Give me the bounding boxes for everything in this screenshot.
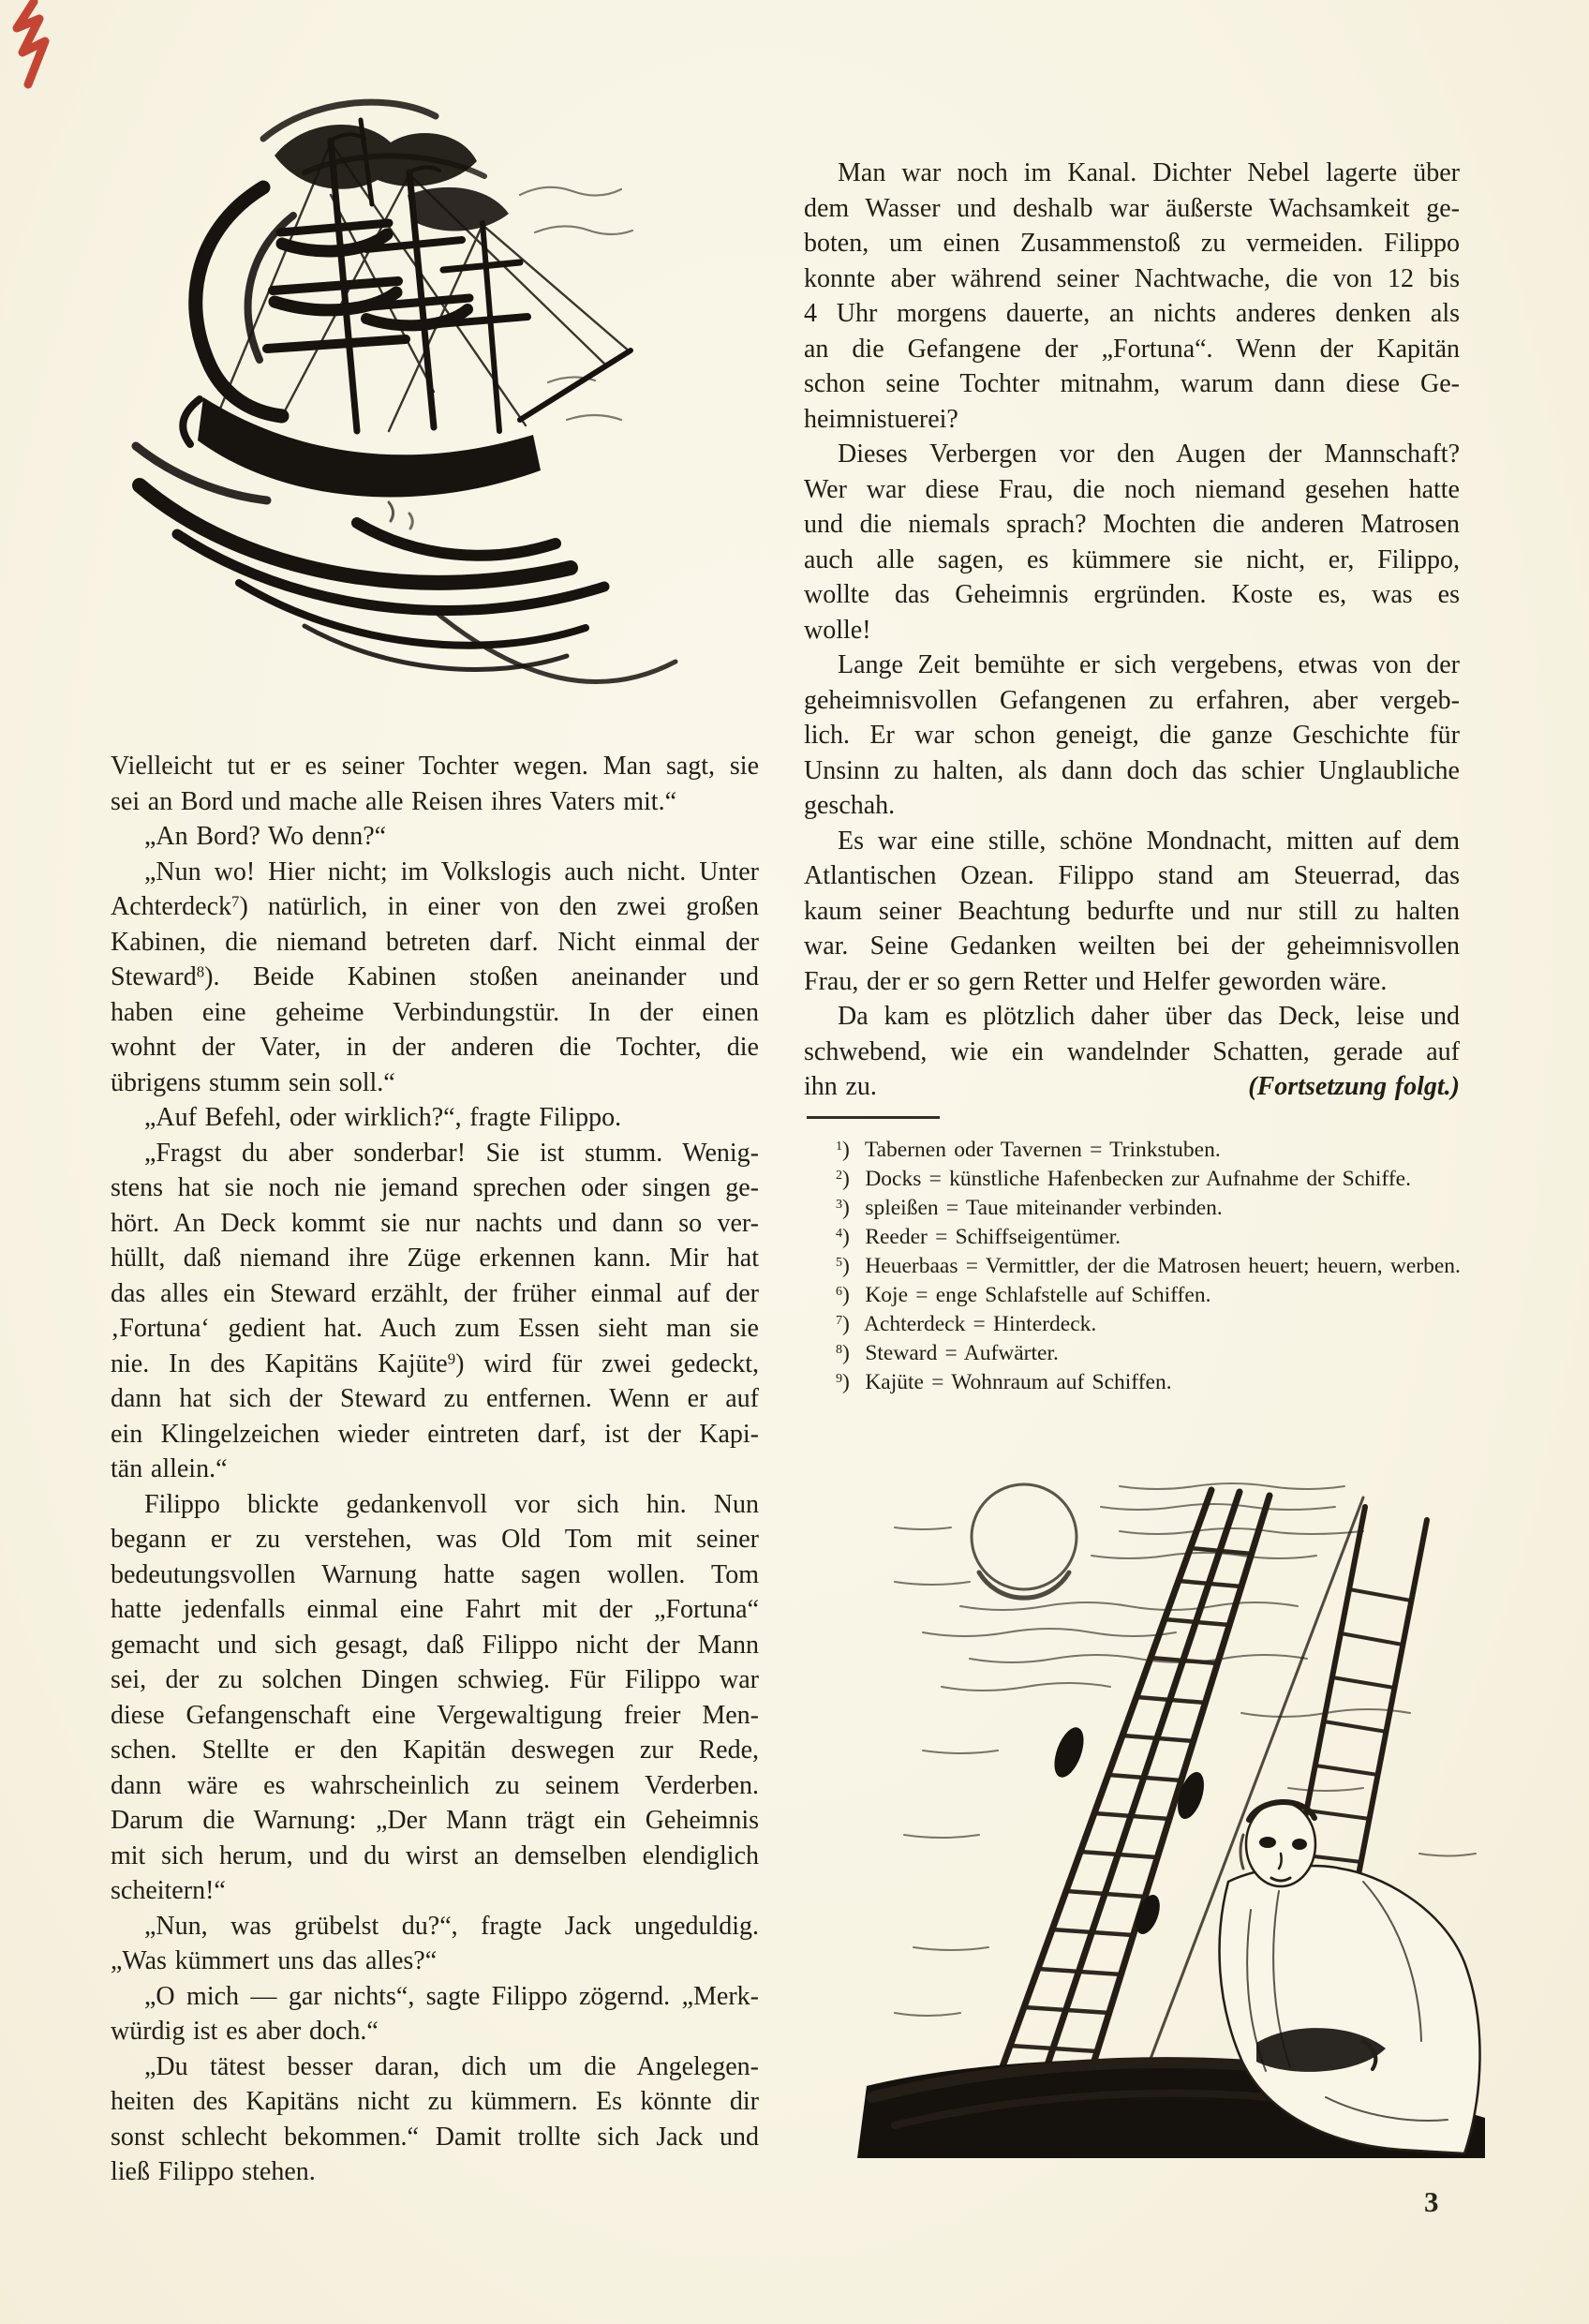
paragraph xyxy=(804,437,1460,648)
page-number: 3 xyxy=(1424,2185,1439,2218)
footnote: $^7$) Achterdeck = Hinterdeck. xyxy=(836,1312,1097,1336)
paragraph xyxy=(804,999,1460,1105)
text-line: heiten des Kapitäns nicht zu kümmern. Es könnte dir xyxy=(111,2087,759,2116)
paragraph xyxy=(111,1136,759,1487)
text-line: hört. An Deck kommt sie nur nachts und dann so ver- xyxy=(111,1208,759,1238)
text-line: Wer war diese Frau, die noch niemand gesehen hatte xyxy=(804,474,1460,504)
text-line: sonst schlecht bekommen.“ Damit trollte sich Jack und xyxy=(111,2122,759,2152)
text-line: Dieses Verbergen vor den Augen der Mannschaft? xyxy=(838,439,1460,469)
text-line: schwebend, wie ein wandelnder Schatten, gerade auf xyxy=(804,1036,1460,1066)
footnote: $^2$) Docks = künstliche Hafenbecken zur Aufnahme der Schiffe. xyxy=(836,1167,1411,1191)
text-line: mit sich herum, und du wirst an demselben elendiglich xyxy=(111,1840,759,1870)
text-line: Atlantischen Ozean. Filippo stand am Steuerrad, das xyxy=(804,861,1460,890)
text-line: tän allein.“ xyxy=(111,1454,228,1483)
left-column xyxy=(111,749,759,2190)
text-line: an die Gefangene der „Fortuna“. Wenn der Kapitän xyxy=(804,334,1460,364)
text-line: und die niemals sprach? Mochten die anderen Matrosen xyxy=(804,510,1460,539)
text-line: kaum seiner Beachtung bedurfte und nur still zu halten xyxy=(804,896,1460,926)
footnote: $^9$) Kajüte = Wohnraum auf Schiffen. xyxy=(836,1370,1172,1394)
text-line: wollte das Geheimnis ergründen. Koste es, was es xyxy=(804,580,1460,609)
paragraph xyxy=(111,1909,759,1979)
text-line: wohnt der Vater, in der anderen die Tochter, die xyxy=(111,1033,759,1062)
red-crayon-mark xyxy=(6,0,71,94)
text-line: Steward$^8$). Beide Kabinen stoßen aneinander und xyxy=(111,962,759,991)
text-line: begann er zu verstehen, was Old Tom mit seiner xyxy=(111,1525,759,1554)
ship-drawing xyxy=(80,82,726,738)
text-line: übrigens stumm sein soll.“ xyxy=(111,1067,395,1097)
footnote: $^1$) Tabernen oder Tavernen = Trinkstuben. xyxy=(836,1138,1221,1162)
text-line: ‚Fortuna‘ gedient hat. Auch zum Essen sieht man sie xyxy=(111,1314,759,1343)
right-column xyxy=(804,156,1460,1105)
paragraph xyxy=(804,648,1460,824)
text-line: lich. Er war schon geneigt, die ganze Geschichte für xyxy=(804,721,1460,750)
text-line: Frau, der er so gern Retter und Helfer geworden wäre. xyxy=(804,966,1388,996)
text-line: schon seine Tochter mitnahm, warum dann diese Ge- xyxy=(804,369,1460,398)
text-line: heimnistuerei? xyxy=(804,404,958,434)
paragraph xyxy=(111,1487,759,1909)
text-line: konnte aber während seiner Nachtwache, die von 12 bis xyxy=(804,263,1460,293)
text-line: hatte jedenfalls einmal eine Fahrt mit der „Fortuna“ xyxy=(111,1595,759,1624)
text-line: das alles ein Steward erzählt, der früher einmal auf der xyxy=(111,1278,759,1308)
paragraph xyxy=(804,156,1460,437)
paragraph xyxy=(111,749,759,819)
text-line xyxy=(804,1069,1460,1105)
text-line: „Was kümmert uns das alles?“ xyxy=(111,1946,438,1975)
text-line: „An Bord? Wo denn?“ xyxy=(144,822,387,851)
footnote: $^4$) Reeder = Schiffseigentümer. xyxy=(836,1225,1121,1249)
line-text: ihn zu. xyxy=(804,1072,877,1101)
text-line: Kabinen, die niemand betreten darf. Nicht einmal der xyxy=(111,927,759,957)
ship-illustration xyxy=(80,82,726,738)
text-line: diese Gefangenschaft eine Vergewaltigung freier Men- xyxy=(111,1700,759,1730)
night-deck-illustration xyxy=(839,1441,1499,2158)
text-line: „Fragst du aber sonderbar! Sie ist stumm. Wenig- xyxy=(144,1138,759,1168)
text-line: Vielleicht tut er es seiner Tochter wegen. Man sagt, sie xyxy=(111,752,759,781)
text-line: „Nun, was grübelst du?“, fragte Jack ungeduldig. xyxy=(144,1911,759,1941)
text-line: Da kam es plötzlich daher über das Deck, leise und xyxy=(838,1002,1460,1031)
text-line: schen. Stellte er den Kapitän deswegen zur Rede, xyxy=(111,1736,759,1765)
text-line: Filippo blickte gedankenvoll vor sich hin. Nun xyxy=(144,1489,759,1519)
footnote: $^3$) spleißen = Taue miteinander verbinden. xyxy=(836,1196,1223,1220)
text-line: war. Seine Gedanken weilten bei der geheimnisvollen xyxy=(804,931,1460,961)
text-line: ließ Filippo stehen. xyxy=(111,2157,316,2186)
footnotes xyxy=(804,1136,1471,1397)
text-line: scheitern!“ xyxy=(111,1876,226,1905)
paragraph xyxy=(111,1100,759,1136)
text-line: boten, um einen Zusammenstoß zu vermeiden. Filippo xyxy=(804,229,1460,258)
continuation-note: (Fortsetzung folgt.) xyxy=(1248,1072,1460,1101)
night-drawing xyxy=(839,1441,1499,2158)
paragraph xyxy=(111,819,759,855)
paragraph xyxy=(804,824,1460,1000)
text-line: Lange Zeit bemühte er sich vergebens, etwas von der xyxy=(838,650,1460,679)
text-line: Unsinn zu halten, als dann doch das schier Unglaubliche xyxy=(804,755,1460,785)
text-line: würdig ist es aber doch.“ xyxy=(111,2017,379,2046)
footnote: $^8$) Steward = Aufwärter. xyxy=(836,1341,1059,1365)
text-line: sei, der zu solchen Dingen schwieg. Für Filippo war xyxy=(111,1665,759,1694)
text-line: 4 Uhr morgens dauerte, an nichts anderes denken als xyxy=(804,299,1460,328)
paragraph xyxy=(111,1979,759,2049)
paragraph xyxy=(111,855,759,1101)
text-line: „Auf Befehl, oder wirklich?“, fragte Filippo. xyxy=(144,1103,622,1132)
text-line: sei an Bord und mache alle Reisen ihres Vaters mit.“ xyxy=(111,786,676,816)
text-line: „Du tätest besser daran, dich um die Angelegen- xyxy=(144,2051,759,2081)
text-line: geheimnisvollen Gefangenen zu erfahren, aber vergeb- xyxy=(804,685,1460,715)
text-line: wolle! xyxy=(804,615,871,645)
text-line: ein Klingelzeichen wieder eintreten darf, ist der Kapi- xyxy=(111,1419,759,1449)
text-line: geschah. xyxy=(804,791,896,820)
text-line: hüllt, daß niemand ihre Züge erkennen kann. Mir hat xyxy=(111,1244,759,1273)
text-line: dann wäre es wahrscheinlich zu seinem Verderben. xyxy=(111,1770,759,1800)
text-line: Darum die Warnung: „Der Mann trägt ein Geheimnis xyxy=(111,1806,759,1835)
text-line: Es war eine stille, schöne Mondnacht, mitten auf dem xyxy=(838,826,1460,856)
text-line: dem Wasser und deshalb war äußerste Wachsamkeit ge- xyxy=(804,193,1460,223)
paragraph xyxy=(111,2049,759,2190)
text-line: „Nun wo! Hier nicht; im Volkslogis auch nicht. Unter xyxy=(144,857,759,886)
footnote: $^5$) Heuerbaas = Vermittler, der die Matrosen heuert; heuern, werben. xyxy=(836,1254,1461,1278)
text-line: bedeutungsvollen Warnung hatte sagen wollen. Tom xyxy=(111,1559,759,1589)
text-line: dann hat sich der Steward zu entfernen. Wenn er auf xyxy=(111,1384,759,1413)
text-line: Man war noch im Kanal. Dichter Nebel lagerte über xyxy=(838,158,1460,187)
text-line: stens hat sie noch nie jemand sprechen oder singen ge- xyxy=(111,1173,759,1202)
footnote: $^6$) Koje = enge Schlafstelle auf Schiffen. xyxy=(836,1283,1211,1307)
text-line: auch alle sagen, es kümmere sie nicht, er, Filippo, xyxy=(804,544,1460,574)
text-line: gemacht und sich gesagt, daß Filippo nicht der Mann xyxy=(111,1630,759,1660)
text-line: nie. In des Kapitäns Kajüte$^9$) wird für zwei gedeckt, xyxy=(111,1348,759,1378)
text-line: Achterdeck$^7$) natürlich, in einer von den zwei großen xyxy=(111,892,759,921)
text-line: „O mich — gar nichts“, sagte Filippo zögernd. „Merk- xyxy=(144,1981,759,2011)
footnote-divider xyxy=(807,1116,940,1119)
text-line: haben eine geheime Verbindungstür. In der einen xyxy=(111,997,759,1027)
